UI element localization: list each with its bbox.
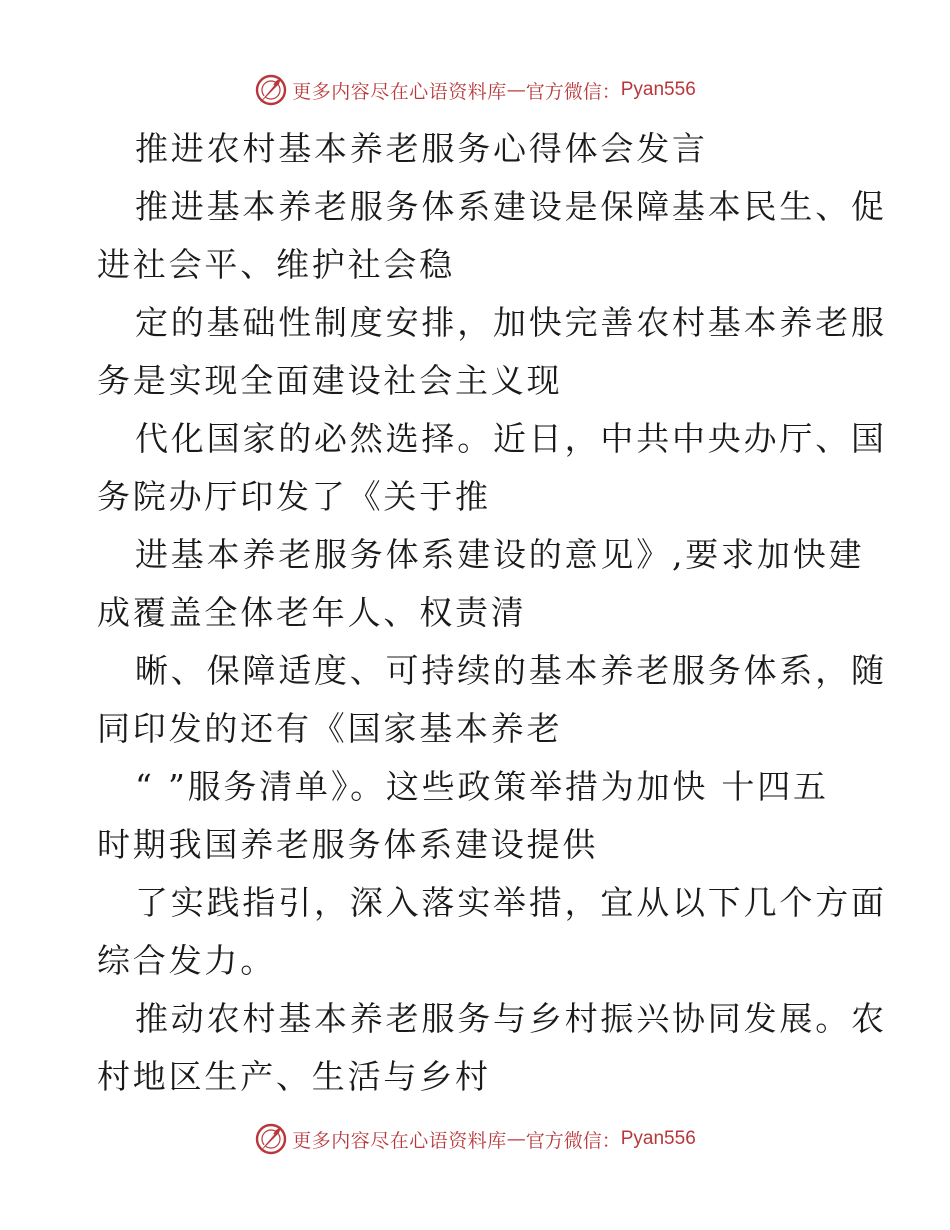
text-line: 推进基本养老服务体系建设是保障基本民生、促 [135, 187, 887, 226]
text-line: 晰、保障适度、可持续的基本养老服务体系，随 [135, 651, 887, 690]
text-line: 村地区生产、生活与乡村 [97, 1057, 491, 1096]
text-line: 务院办厅印发了《关于推 [97, 477, 491, 516]
text-line: 综合发力。 [97, 941, 276, 980]
quill-logo-icon [254, 73, 288, 107]
banner-wechat-id: Pyan556 [620, 1128, 696, 1149]
text-line: 同印发的还有《国家基本养老 [97, 709, 563, 748]
text-line: 进基本养老服务体系建设的意见》,要求加快建 [135, 535, 865, 574]
banner-wechat-label: 官方微信： [525, 1129, 621, 1152]
quill-logo-icon [254, 1122, 288, 1156]
banner-wechat-label: 官方微信： [525, 80, 621, 103]
banner-separator: — [506, 1128, 526, 1150]
text-line: 推进农村基本养老服务心得体会发言 [135, 129, 708, 168]
text-line: 定的基础性制度安排，加快完善农村基本养老服 [135, 303, 887, 342]
banner-wechat-id: Pyan556 [620, 79, 696, 100]
text-line: 代化国家的必然选择。近日，中共中央办厅、国 [135, 419, 887, 458]
text-line: 推动农村基本养老服务与乡村振兴协同发展。农 [135, 999, 887, 1038]
header-banner [0, 70, 950, 110]
text-line: 时期我国养老服务体系建设提供 [97, 825, 599, 864]
text-line: 务是实现全面建设社会主义现 [97, 361, 563, 400]
banner-text: 更多内容尽在心语资料库 [292, 80, 507, 103]
text-line: 了实践指引，深入落实举措，宜从以下几个方面 [135, 883, 887, 922]
footer-banner [0, 1119, 950, 1159]
banner-separator: — [506, 79, 526, 101]
text-line: “ ”服务清单》。这些政策举措为加快 十四五 [135, 767, 829, 806]
text-line: 进社会平、维护社会稳 [97, 245, 455, 284]
text-line: 成覆盖全体老年人、权责清 [97, 593, 527, 632]
banner-text: 更多内容尽在心语资料库 [292, 1129, 507, 1152]
document-body [97, 120, 887, 1106]
